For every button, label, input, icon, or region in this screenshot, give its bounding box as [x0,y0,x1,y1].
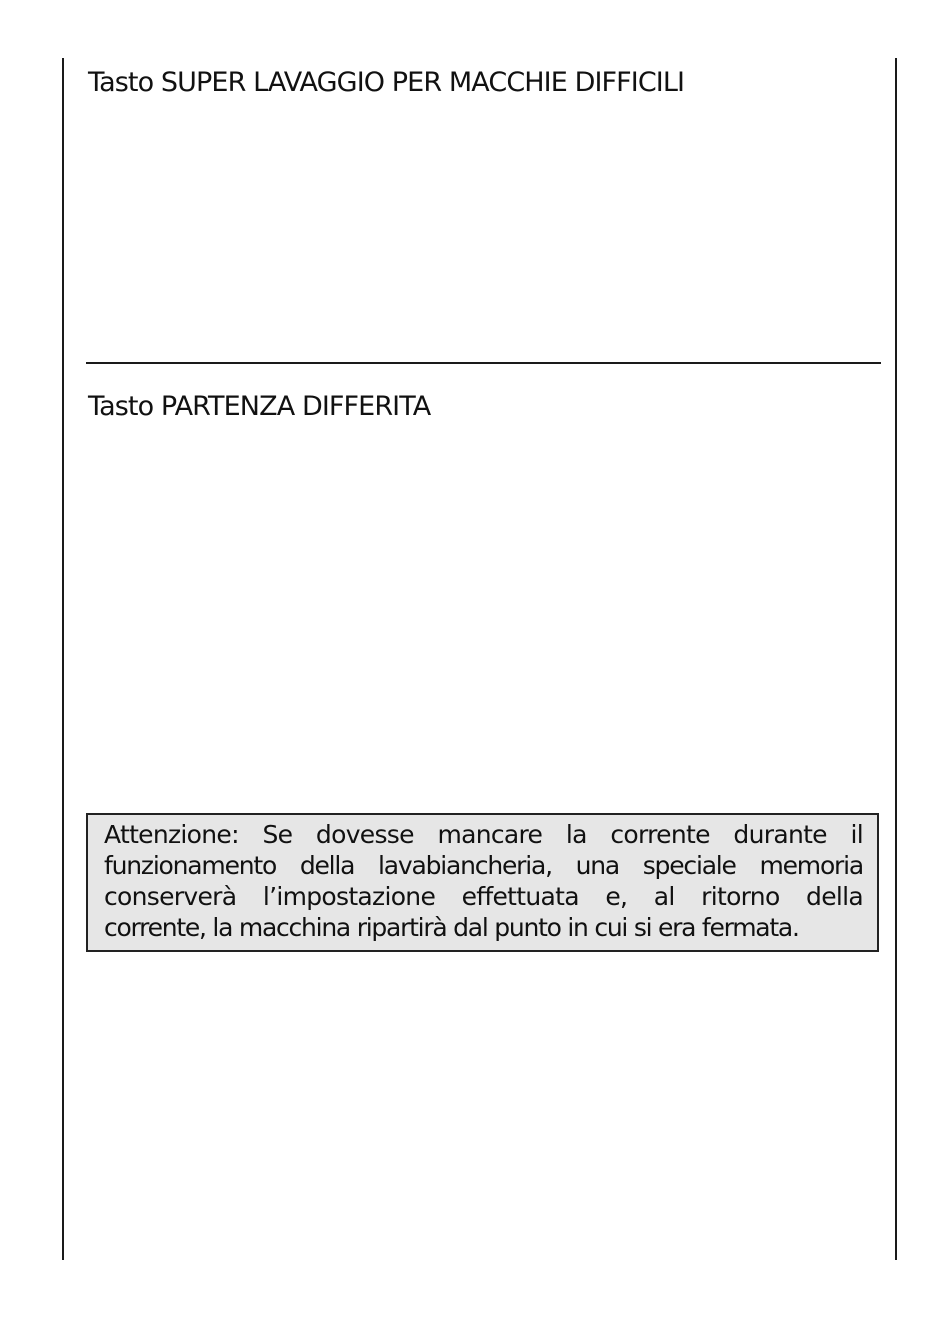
left-margin-rule [62,58,64,1260]
warning-line-3: conserverà l’impostazione effettuata e, al ritorno della [104,882,863,911]
warning-line-4: corrente, la macchina ripartirà dal punto in cui si era fermata. [104,913,799,942]
warning-box [86,813,879,952]
section-heading-super-lavaggio: Tasto SUPER LAVAGGIO PER MACCHIE DIFFICILI [88,67,685,98]
warning-line-2: funzionamento della lavabiancheria, una speciale memoria [104,851,863,880]
section-divider [86,362,881,364]
section-heading-partenza-differita: Tasto PARTENZA DIFFERITA [88,391,431,422]
right-margin-rule [895,58,897,1260]
warning-line-1: Attenzione: Se dovesse mancare la corrente durante il [104,820,863,849]
